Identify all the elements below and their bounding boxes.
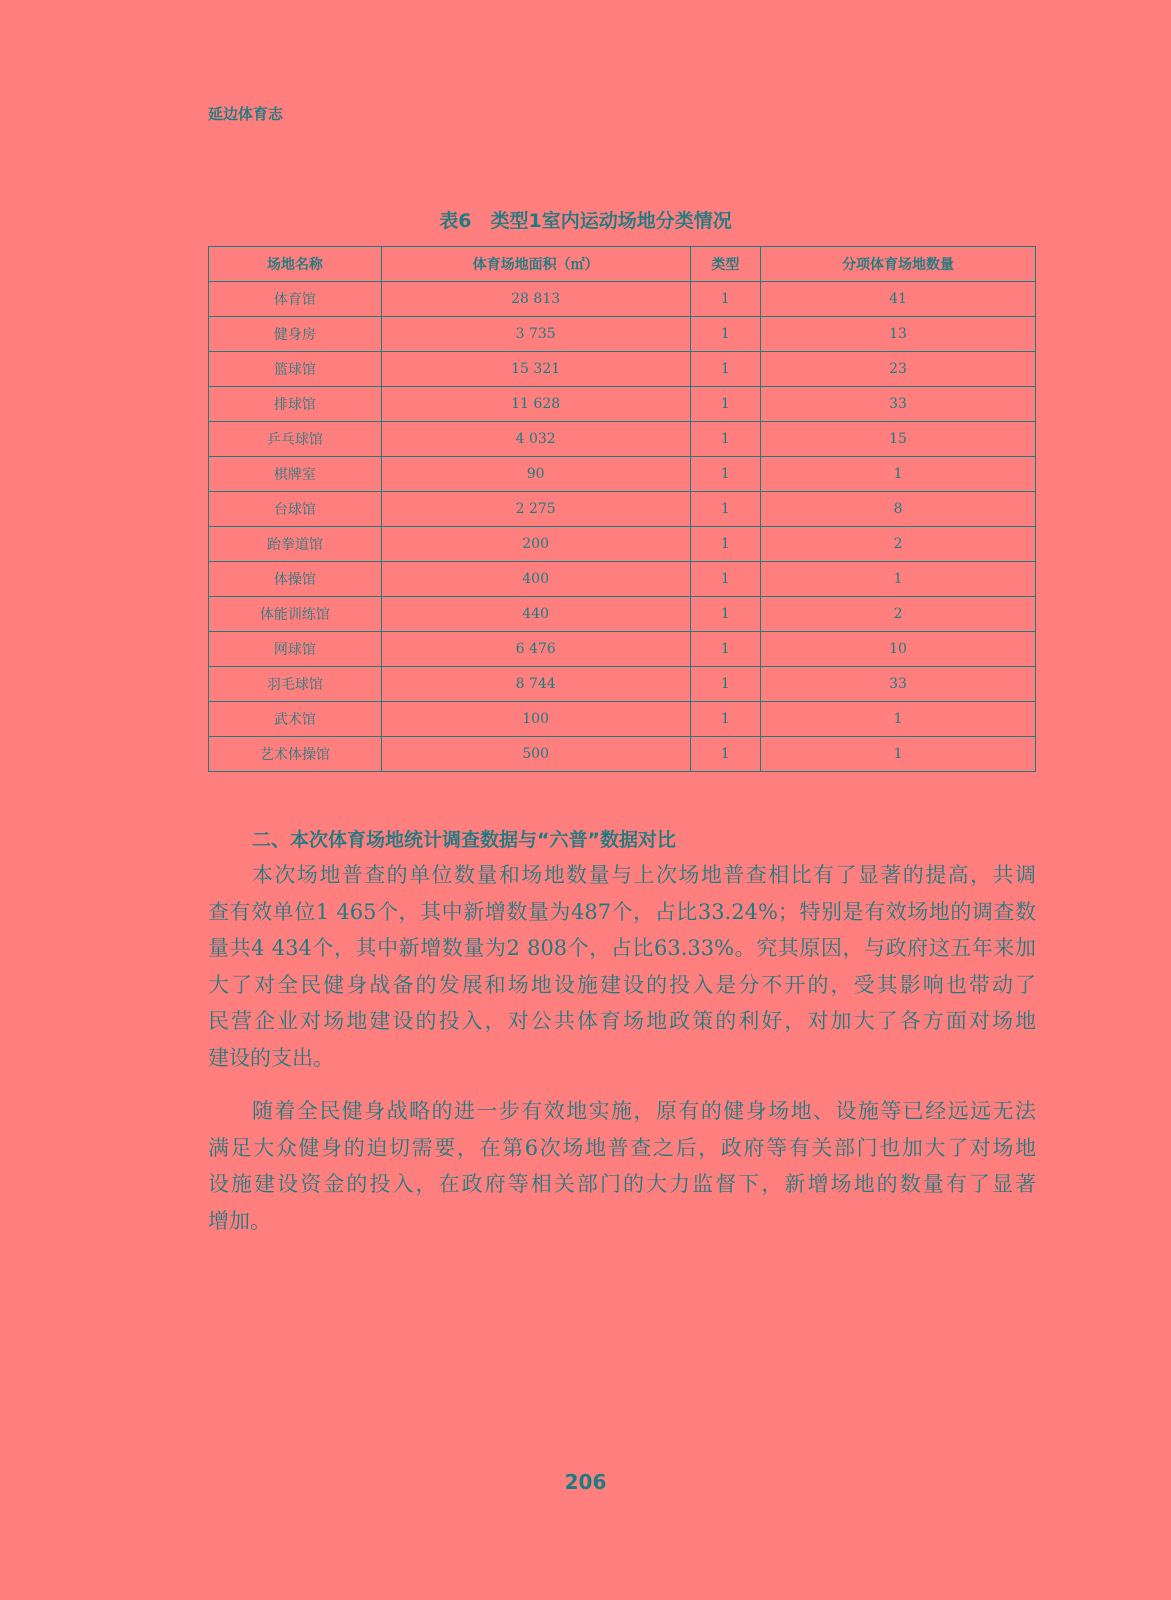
- area-cell: 100: [381, 702, 690, 737]
- count-cell: 1: [761, 737, 1036, 772]
- count-cell: 1: [761, 457, 1036, 492]
- paragraph-line: 本次场地普查的单位数量和场地数量与上次场地普查相比有了显著的提高，共调: [252, 863, 1036, 887]
- table-row: [209, 737, 1036, 772]
- venue-classification-table: [208, 246, 1036, 772]
- venue-name-cell: 体能训练馆: [209, 597, 382, 632]
- type-cell: 1: [690, 492, 761, 527]
- count-cell: 33: [761, 667, 1036, 702]
- area-cell: 11 628: [381, 387, 690, 422]
- venue-name-cell: 健身房: [209, 317, 382, 352]
- venue-name-cell: 网球馆: [209, 632, 382, 667]
- type-cell: 1: [690, 597, 761, 632]
- area-cell: 6 476: [381, 632, 690, 667]
- venue-name-cell: 体操馆: [209, 562, 382, 597]
- table-row: [209, 492, 1036, 527]
- area-cell: 400: [381, 562, 690, 597]
- area-cell: 200: [381, 527, 690, 562]
- count-cell: 23: [761, 352, 1036, 387]
- type-cell: 1: [690, 457, 761, 492]
- paragraph-line: 满足大众健身的迫切需要，在第6次场地普查之后，政府等有关部门也加大了对场地: [208, 1135, 1036, 1160]
- venue-name-cell: 体育馆: [209, 282, 382, 317]
- table-row: [209, 282, 1036, 317]
- paragraph-line: 查有效单位1 465个，其中新增数量为487个，占比33.24%；特别是有效场地的调查数: [208, 899, 1036, 924]
- table-row: [209, 457, 1036, 492]
- count-cell: 13: [761, 317, 1036, 352]
- venue-name-cell: 武术馆: [209, 702, 382, 737]
- area-cell: 440: [381, 597, 690, 632]
- table-row: [209, 422, 1036, 457]
- area-cell: 15 321: [381, 352, 690, 387]
- column-header: 分项体育场地数量: [761, 247, 1036, 282]
- type-cell: 1: [690, 667, 761, 702]
- table-header-row: [209, 247, 1036, 282]
- table-row: [209, 527, 1036, 562]
- column-header: 类型: [690, 247, 761, 282]
- venue-name-cell: 乒乓球馆: [209, 422, 382, 457]
- area-cell: 3 735: [381, 317, 690, 352]
- table-caption: 表6 类型1室内运动场地分类情况: [439, 210, 732, 232]
- type-cell: 1: [690, 282, 761, 317]
- venue-name-cell: 跆拳道馆: [209, 527, 382, 562]
- table-row: [209, 632, 1036, 667]
- paragraph-line: 民营企业对场地建设的投入，对公共体育场地政策的利好，对加大了各方面对场地: [208, 1009, 1036, 1033]
- table-row: [209, 667, 1036, 702]
- type-cell: 1: [690, 352, 761, 387]
- count-cell: 8: [761, 492, 1036, 527]
- count-cell: 1: [761, 702, 1036, 737]
- type-cell: 1: [690, 702, 761, 737]
- count-cell: 2: [761, 597, 1036, 632]
- venue-name-cell: 篮球馆: [209, 352, 382, 387]
- area-cell: 28 813: [381, 282, 690, 317]
- area-cell: 90: [381, 457, 690, 492]
- paragraph-line: 量共4 434个，其中新增数量为2 808个，占比63.33%。究其原因，与政府这五年来加: [208, 936, 1036, 960]
- column-header: 场地名称: [209, 247, 382, 282]
- type-cell: 1: [690, 317, 761, 352]
- area-cell: 4 032: [381, 422, 690, 457]
- table-row: [209, 562, 1036, 597]
- count-cell: 1: [761, 562, 1036, 597]
- paragraph-line: 增加。: [208, 1208, 271, 1233]
- venue-name-cell: 排球馆: [209, 387, 382, 422]
- column-header: 体育场地面积（㎡）: [381, 247, 690, 282]
- table-row: [209, 702, 1036, 737]
- paragraph: [208, 1093, 1036, 1239]
- count-cell: 2: [761, 527, 1036, 562]
- count-cell: 15: [761, 422, 1036, 457]
- paragraph-line: 建设的支出。: [208, 1045, 334, 1070]
- table-row: [209, 352, 1036, 387]
- type-cell: 1: [690, 387, 761, 422]
- type-cell: 1: [690, 737, 761, 772]
- venue-name-cell: 台球馆: [209, 492, 382, 527]
- type-cell: 1: [690, 632, 761, 667]
- paragraph-line: 设施建设资金的投入，在政府等相关部门的大力监督下，新增场地的数量有了显著: [208, 1172, 1036, 1196]
- section-heading: 二、本次体育场地统计调查数据与“六普”数据对比: [252, 829, 676, 851]
- table-row: [209, 387, 1036, 422]
- count-cell: 10: [761, 632, 1036, 667]
- type-cell: 1: [690, 422, 761, 457]
- type-cell: 1: [690, 562, 761, 597]
- running-head: 延边体育志: [208, 105, 284, 123]
- paragraph-line: 随着全民健身战略的进一步有效地实施，原有的健身场地、设施等已经远远无法: [252, 1099, 1036, 1123]
- count-cell: 41: [761, 282, 1036, 317]
- paragraph: [208, 857, 1036, 1076]
- area-cell: 2 275: [381, 492, 690, 527]
- table-row: [209, 597, 1036, 632]
- type-cell: 1: [690, 527, 761, 562]
- venue-name-cell: 棋牌室: [209, 457, 382, 492]
- area-cell: 500: [381, 737, 690, 772]
- count-cell: 33: [761, 387, 1036, 422]
- area-cell: 8 744: [381, 667, 690, 702]
- paragraph-line: 大了对全民健身战备的发展和场地设施建设的投入是分不开的，受其影响也带动了: [208, 972, 1036, 997]
- venue-name-cell: 羽毛球馆: [209, 667, 382, 702]
- table-row: [209, 317, 1036, 352]
- venue-name-cell: 艺术体操馆: [209, 737, 382, 772]
- page-number: 206: [564, 1470, 607, 1494]
